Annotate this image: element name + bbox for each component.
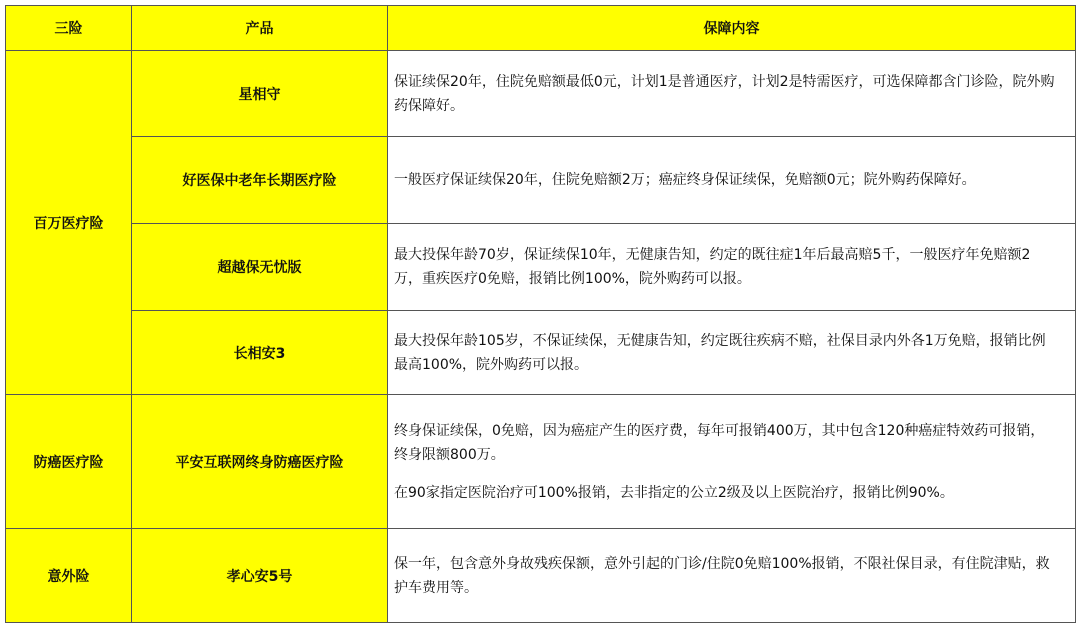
category-cell: 百万医疗险 [6,51,132,395]
table-row [6,311,1076,395]
product-cell: 长相安3 [132,311,388,395]
header-category: 三险 [6,6,132,51]
insurance-comparison-table [5,5,1076,623]
category-cell: 意外险 [6,529,132,623]
table-row [6,51,1076,137]
product-cell: 超越保无忧版 [132,224,388,311]
coverage-cell [388,311,1076,395]
coverage-text: 最大投保年龄70岁，保证续保10年，无健康告知，约定的既往症1年后最高赔5千，一般医疗年免赔额2万，重疾医疗0免赔，报销比例100%，院外购药可以报。 [394,247,1031,287]
coverage-cell [388,395,1076,529]
insurance-comparison-table-container [5,5,1075,621]
coverage-text: 一般医疗保证续保20年，住院免赔额2万；癌症终身保证续保，免赔额0元；院外购药保障好。 [394,172,976,188]
coverage-text: 在90家指定医院治疗可100%报销，去非指定的公立2级及以上医院治疗，报销比例90%。 [394,484,954,501]
coverage-cell [388,137,1076,224]
table-row [6,395,1076,529]
category-cell: 防癌医疗险 [6,395,132,529]
product-cell: 平安互联网终身防癌医疗险 [132,395,388,529]
header-row [6,6,1076,51]
header-product: 产品 [132,6,388,51]
product-cell: 星相守 [132,51,388,137]
table-row [6,137,1076,224]
header-coverage: 保障内容 [388,6,1076,51]
coverage-text: 最大投保年龄105岁，不保证续保，无健康告知，约定既往疾病不赔，社保目录内外各1万免赔，报销比例最高100%，院外购药可以报。 [394,332,1046,373]
coverage-cell [388,529,1076,623]
table-row [6,529,1076,623]
coverage-text: 终身保证续保，0免赔，因为癌症产生的医疗费，每年可报销400万，其中包含120种癌症特效药可报销，终身限额800万。 [394,422,1045,463]
coverage-text: 保一年，包含意外身故残疾保额，意外引起的门诊/住院0免赔100%报销，不限社保目录，有住院津贴，救护车费用等。 [394,555,1050,596]
table-row [6,224,1076,311]
product-cell: 孝心安5号 [132,529,388,623]
coverage-cell [388,51,1076,137]
coverage-text: 保证续保20年，住院免赔额最低0元，计划1是普通医疗，计划2是特需医疗，可选保障都含门诊险，院外购药保障好。 [394,73,1055,114]
product-cell: 好医保中老年长期医疗险 [132,137,388,224]
coverage-cell [388,224,1076,311]
